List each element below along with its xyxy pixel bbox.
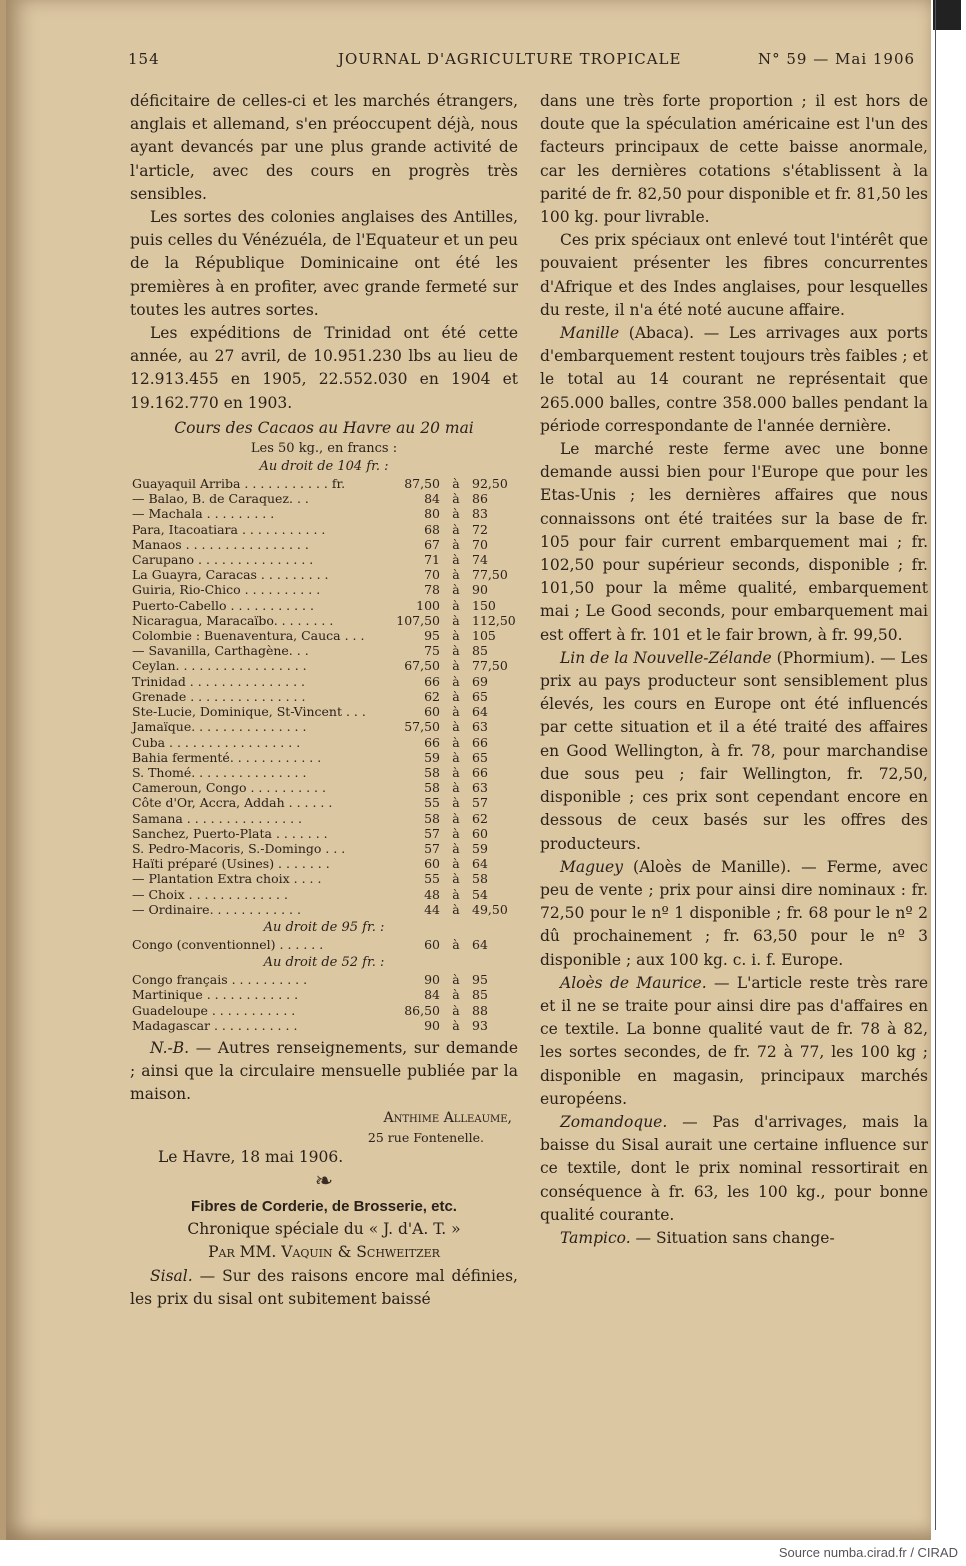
price-separator: à: [452, 972, 460, 988]
price-row: [132, 522, 520, 537]
price-separator: à: [452, 567, 460, 583]
price-row: [132, 658, 520, 673]
price-low: 90: [424, 1017, 440, 1033]
price-low: 87,50: [404, 476, 440, 492]
price-low: 78: [424, 582, 440, 598]
price-high: 65: [472, 688, 488, 704]
left-paragraph-2: Les sortes des colonies anglaises des Antilles, puis celles du Vénézuéla, de l'Equateur et un peu de la République Dominicaine ont été les premières à en profiter, avec grande fermeté sur toutes les autres sortes.: [130, 208, 518, 319]
price-low: 84: [424, 987, 440, 1003]
price-separator: à: [452, 936, 460, 952]
price-high: 63: [472, 719, 488, 735]
maguey-text: (Aloès de Manille). — Ferme, avec peu de vente ; prix pour ainsi dire nominaux : fr. 72,50 pour le nº 1 disponible ; fr. 68 pour le nº 2 dû prochainement ; fr. 63,50 pour le nº 3 disponible ; aux 100 kg. c. i. f. Europe.: [540, 857, 928, 969]
price-high: 58: [472, 871, 488, 887]
cacao-origin: Carupano . . . . . . . . . . . . . . .: [132, 552, 314, 568]
price-high: 83: [472, 506, 488, 522]
price-high: 85: [472, 987, 488, 1003]
price-separator: à: [452, 764, 460, 780]
price-row: [132, 750, 520, 765]
price-low: 48: [424, 886, 440, 902]
cacao-origin: — Plantation Extra choix . . . .: [132, 871, 322, 887]
cacao-origin: — Machala . . . . . . . . .: [132, 506, 275, 522]
maguey-paragraph: [540, 856, 928, 972]
price-low: 44: [424, 901, 440, 917]
table-unit: Les 50 kg., en francs :: [250, 441, 398, 457]
price-high: 62: [472, 810, 488, 826]
sisal-text: — Sur des raisons encore mal définies, les prix du sisal ont subitement baissé: [130, 1266, 518, 1308]
nb-text: — Autres renseignements, sur demande ; ainsi que la circulaire mensuelle publiée par la maison.: [130, 1038, 518, 1104]
cacao-origin: Guadeloupe . . . . . . . . . . .: [132, 1002, 296, 1018]
price-table-1: [132, 476, 520, 917]
manille-text: (Abaca). — Les arrivages aux ports d'embarquement restent toujours très faibles ; et le total au 14 courant ne représentait que 265.000 balles, contre 358.000 balles pendant la période correspondante de l'année dernière.: [540, 324, 928, 435]
price-high: 77,50: [472, 658, 508, 674]
price-separator: à: [452, 825, 460, 841]
price-low: 66: [424, 673, 440, 689]
price-separator: à: [452, 840, 460, 856]
page-edge: [931, 0, 966, 1566]
price-separator: à: [452, 688, 460, 704]
price-row: [132, 841, 520, 856]
nb-label: N.-B.: [150, 1038, 190, 1057]
price-high: 72: [472, 521, 488, 537]
price-row: [132, 704, 520, 719]
price-row: [132, 491, 520, 506]
price-high: 59: [472, 840, 488, 856]
price-low: 59: [424, 749, 440, 765]
left-paragraph-3: Les expéditions de Trinidad ont été cette année, au 27 avril, de 10.951.230 lbs au lieu de 12.913.455 en 1905, 22.552.030 en 1904 et 19.162.770 en 1903.: [130, 324, 518, 412]
price-separator: à: [452, 871, 460, 887]
lin-paragraph: [540, 647, 928, 856]
price-separator: à: [452, 719, 460, 735]
issue-info: N° 59 — Mai 1906: [758, 50, 916, 68]
price-separator: à: [452, 582, 460, 598]
table-group-1: Au droit de 104 fr. :: [259, 459, 389, 475]
price-low: 67,50: [404, 658, 440, 674]
price-separator: à: [452, 901, 460, 917]
price-high: 66: [472, 764, 488, 780]
price-separator: à: [452, 810, 460, 826]
manille-paragraph: [540, 322, 928, 438]
table-group-3: Au droit de 52 fr. :: [263, 955, 385, 971]
cacao-origin: — Balao, B. de Caraquez. . .: [132, 491, 309, 507]
price-low: 58: [424, 810, 440, 826]
price-separator: à: [452, 734, 460, 750]
nb-paragraph: [130, 1037, 518, 1107]
price-row: [132, 537, 520, 552]
price-high: 112,50: [472, 612, 516, 628]
right-paragraph-1: dans une très forte proportion ; il est hors de doute que la spéculation américaine est l'un des facteurs principaux de cette baisse anormale, car les dernières cotations s'établissent à la parité de fr. 82,50 pour disponible et fr. 81,50 les 100 kg. pour livrable.: [540, 92, 928, 227]
price-separator: à: [452, 643, 460, 659]
price-row: [132, 567, 520, 582]
price-row: [132, 972, 520, 987]
aloes-label: Aloès de Maurice.: [560, 973, 707, 992]
price-row: [132, 856, 520, 871]
cacao-origin: Ceylan. . . . . . . . . . . . . . . . .: [132, 658, 307, 674]
lin-label: Lin de la Nouvelle-Zélande: [560, 648, 772, 667]
price-separator: à: [452, 886, 460, 902]
price-high: 105: [472, 628, 496, 644]
price-high: 63: [472, 780, 488, 796]
left-column: [130, 90, 518, 1311]
price-high: 150: [472, 597, 496, 613]
price-high: 85: [472, 643, 488, 659]
cacao-origin: Cuba . . . . . . . . . . . . . . . . .: [132, 734, 301, 750]
price-low: 95: [424, 628, 440, 644]
journal-title: JOURNAL D'AGRICULTURE TROPICALE: [338, 50, 682, 68]
price-low: 100: [416, 597, 440, 613]
price-low: 58: [424, 780, 440, 796]
source-credit: Source numba.cirad.fr / CIRAD: [778, 1545, 958, 1560]
price-low: 67: [424, 536, 440, 552]
cacao-origin: Ste-Lucie, Dominique, St-Vincent . . .: [132, 704, 366, 720]
price-table-3: [132, 972, 520, 1033]
date-line: Le Havre, 18 mai 1906.: [158, 1147, 344, 1166]
section-title: Fibres de Corderie, de Brosserie, etc.: [191, 1197, 457, 1215]
price-high: 70: [472, 536, 488, 552]
price-low: 55: [424, 871, 440, 887]
right-paragraph-2: Ces prix spéciaux ont enlevé tout l'intérêt que pouvaient présenter les fibres concurrentes d'Afrique et des Indes anglaises, pour lesquelles du reste, il n'a été noté aucune affaire.: [540, 231, 928, 319]
price-row: [132, 765, 520, 780]
price-high: 95: [472, 972, 488, 988]
cacao-origin: Haïti préparé (Usines) . . . . . . .: [132, 856, 330, 872]
price-separator: à: [452, 795, 460, 811]
price-high: 86: [472, 491, 488, 507]
cacao-origin: Congo français . . . . . . . . . .: [132, 972, 308, 988]
price-row: [132, 887, 520, 902]
cacao-origin: — Ordinaire. . . . . . . . . . . .: [132, 901, 301, 917]
cacao-origin: Para, Itacoatiara . . . . . . . . . . .: [132, 521, 326, 537]
price-high: 93: [472, 1017, 488, 1033]
price-separator: à: [452, 673, 460, 689]
table-group-2: Au droit de 95 fr. :: [263, 919, 385, 935]
right-column: [540, 90, 928, 1250]
price-low: 60: [424, 856, 440, 872]
price-low: 84: [424, 491, 440, 507]
price-separator: à: [452, 552, 460, 568]
price-row: [132, 628, 520, 643]
price-separator: à: [452, 476, 460, 492]
cacao-origin: — Savanilla, Carthagène. . .: [132, 643, 309, 659]
price-low: 80: [424, 506, 440, 522]
price-separator: à: [452, 536, 460, 552]
price-low: 55: [424, 795, 440, 811]
cacao-origin: Guiria, Rio-Chico . . . . . . . . . .: [132, 582, 321, 598]
cacao-origin: Trinidad . . . . . . . . . . . . . . .: [132, 673, 306, 689]
aloes-text: — L'article reste très rare et il ne se traite pour ainsi dire pas d'affaires en ce textile. La bonne qualité vaut de fr. 78 à 82, les sortes secondes, de fr. 72 à 77, les 100 kg ; disponible en magasin, principaux marchés européens.: [540, 973, 928, 1108]
price-separator: à: [452, 628, 460, 644]
price-separator: à: [452, 1017, 460, 1033]
price-separator: à: [452, 506, 460, 522]
right-paragraph-4: Le marché reste ferme avec une bonne demande aussi bien pour l'Europe que pour les Etas-Unis ; les dernières affaires que nous connaissons ont été traitées sur la base de fr. 105 pour fair current embarquement mai ; fr. 102,50 pour supérieur seconds, disponible ; fr. 101,50 pour la même qualité, embarquement mai ; Le Good seconds, pour embarquement mai est offert à fr. 101 et le fair brown, à fr. 99,50.: [540, 440, 928, 644]
cacao-origin: Puerto-Cabello . . . . . . . . . . .: [132, 597, 314, 613]
price-low: 58: [424, 764, 440, 780]
price-row: [132, 1018, 520, 1033]
cacao-origin: Guayaquil Arriba . . . . . . . . . . . fr.: [132, 476, 346, 492]
table-title: Cours des Cacaos au Havre au 20 mai: [174, 418, 474, 437]
price-high: 64: [472, 704, 488, 720]
cacao-origin: Jamaïque. . . . . . . . . . . . . . .: [132, 719, 307, 735]
price-high: 49,50: [472, 901, 508, 917]
price-low: 68: [424, 521, 440, 537]
price-separator: à: [452, 749, 460, 765]
price-high: 88: [472, 1002, 488, 1018]
price-low: 70: [424, 567, 440, 583]
price-separator: à: [452, 597, 460, 613]
fleuron-ornament: ❧: [314, 1168, 334, 1194]
price-low: 66: [424, 734, 440, 750]
signature-name: Anthime Alleaume,: [383, 1109, 512, 1126]
lin-text: (Phormium). — Les prix au pays producteur sont sensiblement plus élevés, les cours en Europe ont été influencés par cette situation et il a été traité des affaires en Good Wellington, à fr. 78, pour marchandise due sous peu ; fair Wellington, fr. 72,50, disponible ; ces prix sont cependant encore en dessous de ceux basés sur les offres des producteurs.: [540, 648, 928, 853]
maguey-label: Maguey: [560, 857, 623, 876]
authors-line: Par MM. Vaquin & Schweitzer: [208, 1243, 440, 1262]
sisal-paragraph: [130, 1265, 518, 1311]
price-high: 64: [472, 936, 488, 952]
price-row: [132, 902, 520, 917]
price-low: 60: [424, 704, 440, 720]
price-row: [132, 643, 520, 658]
price-separator: à: [452, 658, 460, 674]
price-row: [132, 719, 520, 734]
tampico-text: — Situation sans change-: [630, 1228, 835, 1247]
price-separator: à: [452, 612, 460, 628]
price-row: [132, 1003, 520, 1018]
price-high: 65: [472, 749, 488, 765]
cacao-origin: Congo (conventionnel) . . . . . .: [132, 936, 324, 952]
price-separator: à: [452, 491, 460, 507]
tampico-paragraph: [540, 1227, 928, 1250]
price-high: 69: [472, 673, 488, 689]
price-low: 57: [424, 840, 440, 856]
price-row: [132, 506, 520, 521]
cacao-origin: Samana . . . . . . . . . . . . . . .: [132, 810, 303, 826]
cacao-origin: Bahia fermenté. . . . . . . . . . . .: [132, 749, 322, 765]
price-low: 107,50: [396, 612, 440, 628]
signature-address: 25 rue Fontenelle.: [367, 1129, 484, 1145]
price-row: [132, 476, 520, 491]
price-separator: à: [452, 856, 460, 872]
price-row: [132, 552, 520, 567]
price-separator: à: [452, 780, 460, 796]
price-row: [132, 937, 520, 952]
zomandoque-paragraph: [540, 1111, 928, 1227]
cacao-origin: — Choix . . . . . . . . . . . . .: [132, 886, 288, 902]
price-high: 60: [472, 825, 488, 841]
price-row: [132, 987, 520, 1002]
price-row: [132, 826, 520, 841]
price-table-2: [132, 937, 520, 952]
price-low: 57,50: [404, 719, 440, 735]
price-low: 62: [424, 688, 440, 704]
price-row: [132, 871, 520, 886]
price-row: [132, 613, 520, 628]
price-row: [132, 811, 520, 826]
price-separator: à: [452, 704, 460, 720]
cacao-origin: Côte d'Or, Accra, Addah . . . . . .: [132, 795, 333, 811]
price-row: [132, 674, 520, 689]
price-high: 64: [472, 856, 488, 872]
price-separator: à: [452, 1002, 460, 1018]
price-high: 66: [472, 734, 488, 750]
cacao-origin: Grenade . . . . . . . . . . . . . . .: [132, 688, 306, 704]
price-low: 57: [424, 825, 440, 841]
price-low: 75: [424, 643, 440, 659]
price-row: [132, 689, 520, 704]
price-high: 74: [472, 552, 488, 568]
price-row: [132, 735, 520, 750]
price-row: [132, 598, 520, 613]
cacao-origin: La Guayra, Caracas . . . . . . . . .: [132, 567, 329, 583]
zomandoque-text: — Pas d'arrivages, mais la baisse du Sisal aurait une certaine influence sur ce textile, dont le prix nominal ressortirait en conséquence à fr. 63, les 100 kg., pour bonne qualité courante.: [540, 1112, 928, 1224]
price-high: 90: [472, 582, 488, 598]
price-high: 92,50: [472, 476, 508, 492]
cacao-origin: Manaos . . . . . . . . . . . . . . . .: [132, 536, 309, 552]
price-low: 90: [424, 972, 440, 988]
sisal-label: Sisal.: [150, 1266, 193, 1285]
cacao-origin: Madagascar . . . . . . . . . . .: [132, 1017, 298, 1033]
zomandoque-label: Zomandoque.: [560, 1112, 668, 1131]
price-high: 77,50: [472, 567, 508, 583]
tampico-label: Tampico.: [560, 1228, 631, 1247]
price-separator: à: [452, 987, 460, 1003]
cacao-origin: Sanchez, Puerto-Plata . . . . . . .: [132, 825, 328, 841]
price-low: 71: [424, 552, 440, 568]
page-number: 154: [128, 50, 160, 68]
cacao-origin: Colombie : Buenaventura, Cauca . . .: [132, 628, 365, 644]
price-low: 60: [424, 936, 440, 952]
price-low: 86,50: [404, 1002, 440, 1018]
left-paragraph-1: déficitaire de celles-ci et les marchés étrangers, anglais et allemand, s'en préoccupent déjà, nous ayant devancés par une plus grande activité de l'article, avec des cours en progrès très sensibles.: [130, 92, 518, 203]
cacao-origin: Nicaragua, Maracaïbo. . . . . . . .: [132, 612, 334, 628]
price-high: 57: [472, 795, 488, 811]
cacao-origin: Martinique . . . . . . . . . . . .: [132, 987, 299, 1003]
price-row: [132, 780, 520, 795]
cacao-origin: S. Pedro-Macoris, S.-Domingo . . .: [132, 840, 346, 856]
price-row: [132, 582, 520, 597]
aloes-paragraph: [540, 972, 928, 1111]
cacao-origin: S. Thomé. . . . . . . . . . . . . . .: [132, 764, 307, 780]
price-separator: à: [452, 521, 460, 537]
price-row: [132, 795, 520, 810]
cacao-origin: Cameroun, Congo . . . . . . . . . .: [132, 780, 326, 796]
price-high: 54: [472, 886, 488, 902]
chronique-line: Chronique spéciale du « J. d'A. T. »: [187, 1220, 461, 1239]
manille-label: Manille: [560, 324, 620, 343]
